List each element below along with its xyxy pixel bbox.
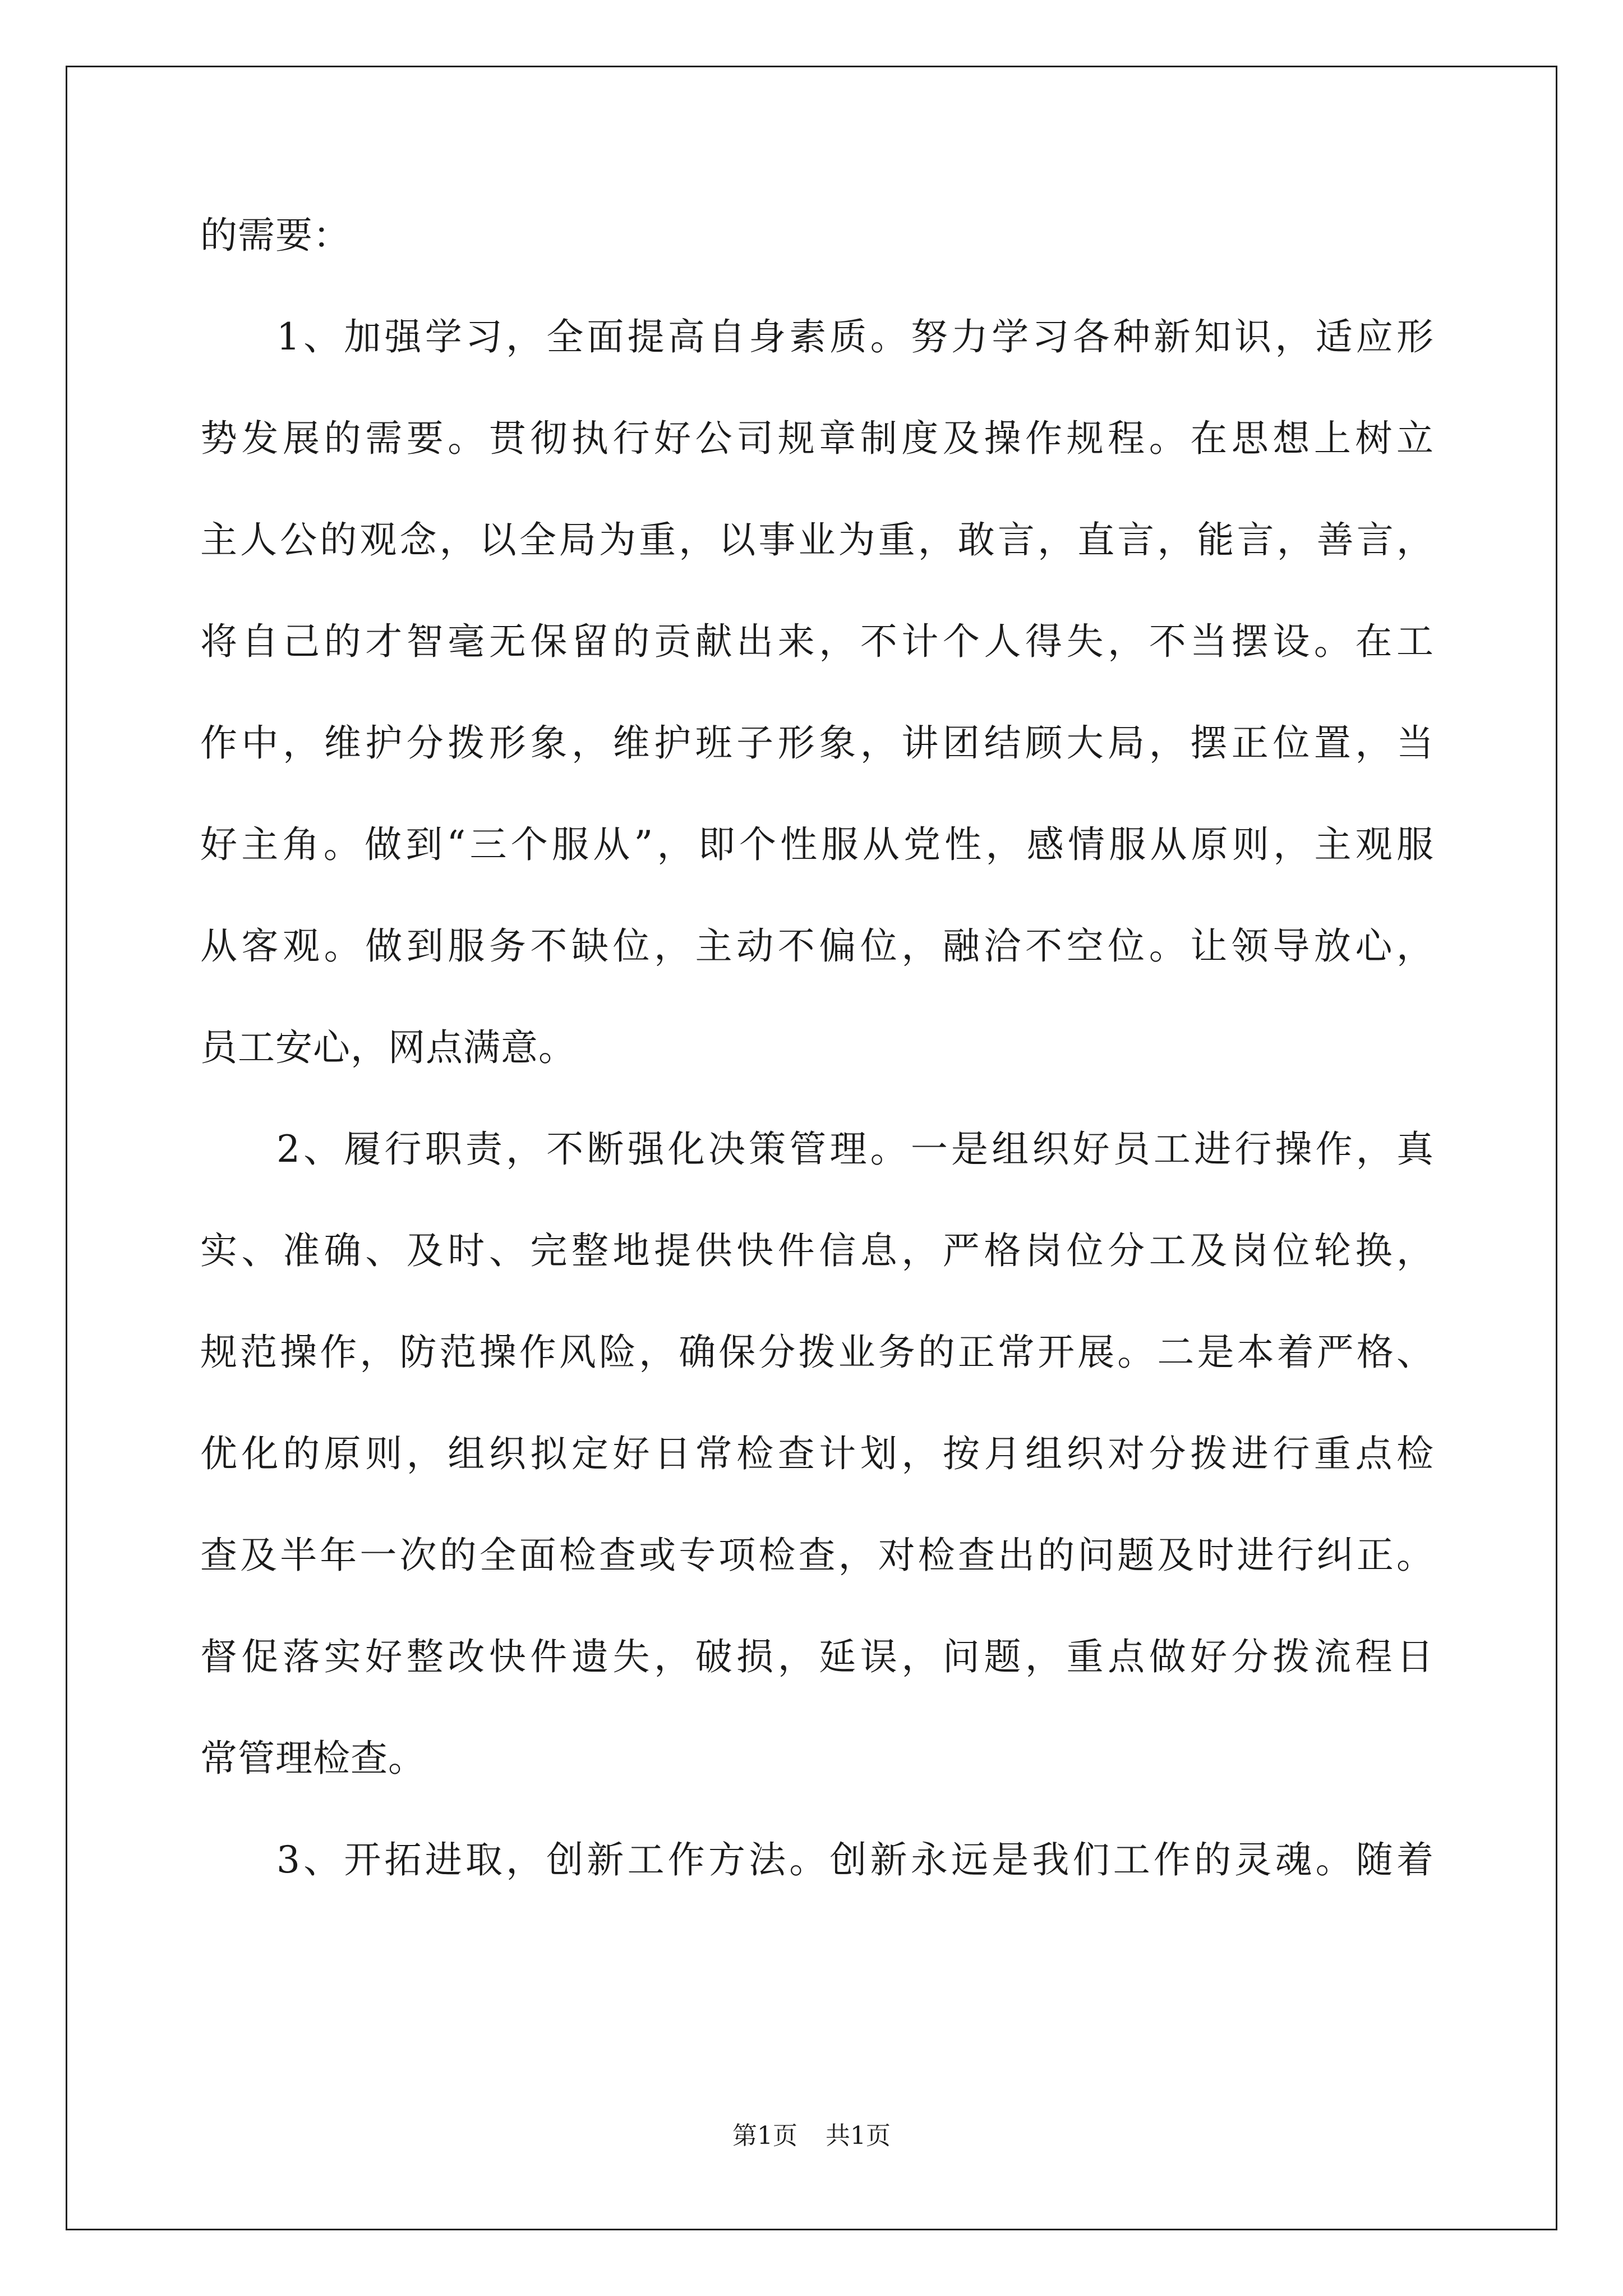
paragraph-2-line: 督促落实好整改快件遗失，破损，延误，问题，重点做好分拨流程日 (200, 1635, 1434, 1678)
paragraph-1-line: 1、加强学习，全面提高自身素质。努力学习各种新知识，适应形 (276, 315, 1434, 358)
paragraph-2-line: 规范操作，防范操作风险，确保分拨业务的正常开展。二是本着严格、 (200, 1331, 1434, 1374)
page-footer (0, 2119, 1623, 2153)
paragraph-1-line: 从客观。做到服务不缺位，主动不偏位，融洽不空位。让领导放心， (200, 924, 1434, 968)
paragraph-1-line: 作中，维护分拨形象，维护班子形象，讲团结顾大局，摆正位置，当 (200, 721, 1434, 765)
page-number: 第1页 (732, 2122, 797, 2150)
paragraph-2-line: 常管理检查。 (200, 1737, 426, 1780)
page-total: 共1页 (826, 2122, 891, 2150)
paragraph-1-line: 主人公的观念，以全局为重，以事业为重，敢言，直言，能言，善言， (200, 518, 1434, 562)
paragraph-1-line: 将自己的才智毫无保留的贡献出来，不计个人得失，不当摆设。在工 (200, 620, 1434, 663)
text-line: 的需要： (200, 214, 351, 257)
paragraph-2-line: 查及半年一次的全面检查或专项检查，对检查出的问题及时进行纠正。 (200, 1534, 1434, 1577)
paragraph-2-line: 实、准确、及时、完整地提供快件信息，严格岗位分工及岗位轮换， (200, 1229, 1434, 1272)
paragraph-3-line: 3、开拓进取，创新工作方法。创新永远是我们工作的灵魂。随着 (276, 1838, 1434, 1881)
paragraph-1-line: 势发展的需要。贯彻执行好公司规章制度及操作规程。在思想上树立 (200, 417, 1434, 460)
paragraph-2-line: 优化的原则，组织拟定好日常检查计划，按月组织对分拨进行重点检 (200, 1432, 1434, 1475)
paragraph-2-line: 2、履行职责，不断强化决策管理。一是组织好员工进行操作，真 (276, 1128, 1434, 1171)
paragraph-1-line: 好主角。做到“三个服从”，即个性服从党性，感情服从原则，主观服 (200, 823, 1434, 866)
document-body (200, 208, 1434, 1934)
paragraph-1-line: 员工安心，网点满意。 (200, 1026, 576, 1069)
